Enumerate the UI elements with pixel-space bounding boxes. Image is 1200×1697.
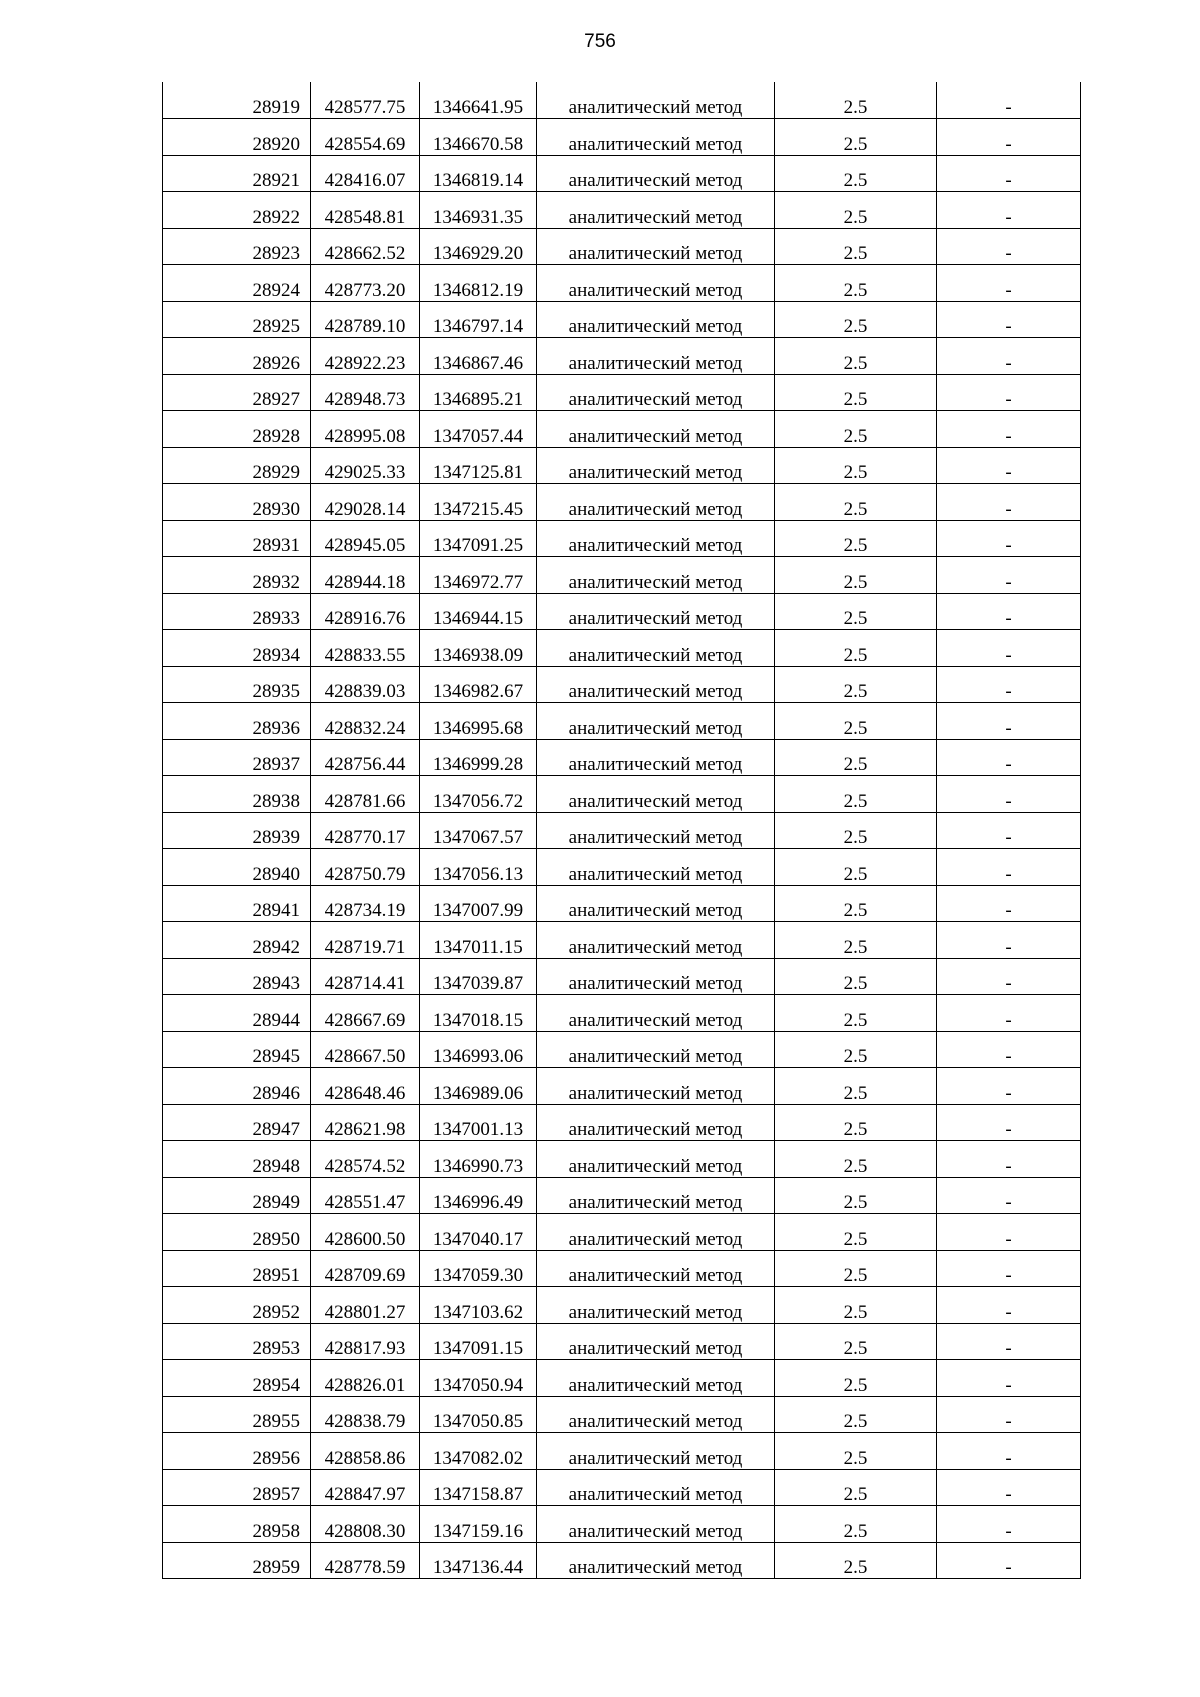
accuracy-cell: 2.5 <box>775 338 937 375</box>
x-coordinate-cell: 429025.33 <box>311 447 420 484</box>
method-cell: аналитический метод <box>537 776 775 813</box>
y-coordinate-cell: 1347056.13 <box>420 849 537 886</box>
y-coordinate-cell: 1347007.99 <box>420 885 537 922</box>
accuracy-cell: 2.5 <box>775 958 937 995</box>
table-row <box>163 630 1081 667</box>
y-coordinate-cell: 1347067.57 <box>420 812 537 849</box>
method-cell: аналитический метод <box>537 520 775 557</box>
method-cell: аналитический метод <box>537 338 775 375</box>
x-coordinate-cell: 428833.55 <box>311 630 420 667</box>
point-number-cell: 28954 <box>163 1360 311 1397</box>
point-number-cell: 28939 <box>163 812 311 849</box>
table-row <box>163 995 1081 1032</box>
note-cell: - <box>937 374 1081 411</box>
point-number-cell: 28938 <box>163 776 311 813</box>
point-number-cell: 28932 <box>163 557 311 594</box>
table-row <box>163 703 1081 740</box>
table-row <box>163 301 1081 338</box>
y-coordinate-cell: 1347091.15 <box>420 1323 537 1360</box>
note-cell: - <box>937 447 1081 484</box>
method-cell: аналитический метод <box>537 922 775 959</box>
y-coordinate-cell: 1346641.95 <box>420 82 537 119</box>
note-cell: - <box>937 1323 1081 1360</box>
x-coordinate-cell: 428574.52 <box>311 1141 420 1178</box>
accuracy-cell: 2.5 <box>775 1141 937 1178</box>
table-row <box>163 666 1081 703</box>
point-number-cell: 28920 <box>163 119 311 156</box>
table-row <box>163 1177 1081 1214</box>
point-number-cell: 28922 <box>163 192 311 229</box>
note-cell: - <box>937 1360 1081 1397</box>
method-cell: аналитический метод <box>537 1177 775 1214</box>
point-number-cell: 28933 <box>163 593 311 630</box>
y-coordinate-cell: 1347056.72 <box>420 776 537 813</box>
note-cell: - <box>937 520 1081 557</box>
x-coordinate-cell: 428945.05 <box>311 520 420 557</box>
method-cell: аналитический метод <box>537 1104 775 1141</box>
table-row <box>163 1214 1081 1251</box>
table-row <box>163 1542 1081 1579</box>
note-cell: - <box>937 1433 1081 1470</box>
table-row <box>163 447 1081 484</box>
method-cell: аналитический метод <box>537 82 775 119</box>
x-coordinate-cell: 428995.08 <box>311 411 420 448</box>
accuracy-cell: 2.5 <box>775 885 937 922</box>
point-number-cell: 28957 <box>163 1469 311 1506</box>
point-number-cell: 28956 <box>163 1433 311 1470</box>
point-number-cell: 28945 <box>163 1031 311 1068</box>
point-number-cell: 28926 <box>163 338 311 375</box>
table-row <box>163 885 1081 922</box>
note-cell: - <box>937 776 1081 813</box>
x-coordinate-cell: 428922.23 <box>311 338 420 375</box>
y-coordinate-cell: 1346993.06 <box>420 1031 537 1068</box>
accuracy-cell: 2.5 <box>775 192 937 229</box>
accuracy-cell: 2.5 <box>775 1250 937 1287</box>
accuracy-cell: 2.5 <box>775 666 937 703</box>
point-number-cell: 28927 <box>163 374 311 411</box>
point-number-cell: 28937 <box>163 739 311 776</box>
method-cell: аналитический метод <box>537 374 775 411</box>
point-number-cell: 28935 <box>163 666 311 703</box>
table-row <box>163 411 1081 448</box>
y-coordinate-cell: 1347050.85 <box>420 1396 537 1433</box>
note-cell: - <box>937 411 1081 448</box>
x-coordinate-cell: 428916.76 <box>311 593 420 630</box>
table-row <box>163 557 1081 594</box>
note-cell: - <box>937 228 1081 265</box>
x-coordinate-cell: 428801.27 <box>311 1287 420 1324</box>
point-number-cell: 28947 <box>163 1104 311 1141</box>
y-coordinate-cell: 1347091.25 <box>420 520 537 557</box>
accuracy-cell: 2.5 <box>775 1542 937 1579</box>
table-row <box>163 520 1081 557</box>
x-coordinate-cell: 428648.46 <box>311 1068 420 1105</box>
accuracy-cell: 2.5 <box>775 1360 937 1397</box>
x-coordinate-cell: 428817.93 <box>311 1323 420 1360</box>
x-coordinate-cell: 428839.03 <box>311 666 420 703</box>
point-number-cell: 28924 <box>163 265 311 302</box>
y-coordinate-cell: 1347001.13 <box>420 1104 537 1141</box>
method-cell: аналитический метод <box>537 593 775 630</box>
method-cell: аналитический метод <box>537 703 775 740</box>
accuracy-cell: 2.5 <box>775 1068 937 1105</box>
table-row <box>163 958 1081 995</box>
method-cell: аналитический метод <box>537 265 775 302</box>
method-cell: аналитический метод <box>537 228 775 265</box>
y-coordinate-cell: 1347103.62 <box>420 1287 537 1324</box>
y-coordinate-cell: 1347040.17 <box>420 1214 537 1251</box>
point-number-cell: 28941 <box>163 885 311 922</box>
method-cell: аналитический метод <box>537 1506 775 1543</box>
accuracy-cell: 2.5 <box>775 82 937 119</box>
method-cell: аналитический метод <box>537 1214 775 1251</box>
accuracy-cell: 2.5 <box>775 155 937 192</box>
method-cell: аналитический метод <box>537 630 775 667</box>
accuracy-cell: 2.5 <box>775 593 937 630</box>
y-coordinate-cell: 1346812.19 <box>420 265 537 302</box>
method-cell: аналитический метод <box>537 557 775 594</box>
note-cell: - <box>937 265 1081 302</box>
note-cell: - <box>937 958 1081 995</box>
x-coordinate-cell: 428750.79 <box>311 849 420 886</box>
method-cell: аналитический метод <box>537 119 775 156</box>
method-cell: аналитический метод <box>537 192 775 229</box>
point-number-cell: 28928 <box>163 411 311 448</box>
accuracy-cell: 2.5 <box>775 1323 937 1360</box>
table-row <box>163 228 1081 265</box>
x-coordinate-cell: 428714.41 <box>311 958 420 995</box>
table-row <box>163 338 1081 375</box>
accuracy-cell: 2.5 <box>775 119 937 156</box>
method-cell: аналитический метод <box>537 1360 775 1397</box>
y-coordinate-cell: 1347018.15 <box>420 995 537 1032</box>
x-coordinate-cell: 428781.66 <box>311 776 420 813</box>
note-cell: - <box>937 1104 1081 1141</box>
x-coordinate-cell: 428734.19 <box>311 885 420 922</box>
note-cell: - <box>937 995 1081 1032</box>
note-cell: - <box>937 1250 1081 1287</box>
accuracy-cell: 2.5 <box>775 995 937 1032</box>
x-coordinate-cell: 428551.47 <box>311 1177 420 1214</box>
method-cell: аналитический метод <box>537 666 775 703</box>
point-number-cell: 28929 <box>163 447 311 484</box>
x-coordinate-cell: 428778.59 <box>311 1542 420 1579</box>
note-cell: - <box>937 739 1081 776</box>
x-coordinate-cell: 428667.50 <box>311 1031 420 1068</box>
table-row <box>163 1396 1081 1433</box>
note-cell: - <box>937 666 1081 703</box>
x-coordinate-cell: 428826.01 <box>311 1360 420 1397</box>
point-number-cell: 28943 <box>163 958 311 995</box>
y-coordinate-cell: 1347059.30 <box>420 1250 537 1287</box>
note-cell: - <box>937 1287 1081 1324</box>
note-cell: - <box>937 1469 1081 1506</box>
y-coordinate-cell: 1347136.44 <box>420 1542 537 1579</box>
table-row <box>163 1469 1081 1506</box>
method-cell: аналитический метод <box>537 849 775 886</box>
method-cell: аналитический метод <box>537 1396 775 1433</box>
y-coordinate-cell: 1346797.14 <box>420 301 537 338</box>
y-coordinate-cell: 1346995.68 <box>420 703 537 740</box>
table-row <box>163 192 1081 229</box>
table-row <box>163 812 1081 849</box>
x-coordinate-cell: 428554.69 <box>311 119 420 156</box>
table-row <box>163 776 1081 813</box>
point-number-cell: 28951 <box>163 1250 311 1287</box>
point-number-cell: 28949 <box>163 1177 311 1214</box>
point-number-cell: 28931 <box>163 520 311 557</box>
y-coordinate-cell: 1346989.06 <box>420 1068 537 1105</box>
method-cell: аналитический метод <box>537 1250 775 1287</box>
point-number-cell: 28958 <box>163 1506 311 1543</box>
table-row <box>163 1323 1081 1360</box>
table-row <box>163 119 1081 156</box>
x-coordinate-cell: 428789.10 <box>311 301 420 338</box>
method-cell: аналитический метод <box>537 301 775 338</box>
table-row <box>163 922 1081 959</box>
x-coordinate-cell: 428548.81 <box>311 192 420 229</box>
x-coordinate-cell: 428773.20 <box>311 265 420 302</box>
accuracy-cell: 2.5 <box>775 520 937 557</box>
method-cell: аналитический метод <box>537 1068 775 1105</box>
accuracy-cell: 2.5 <box>775 374 937 411</box>
y-coordinate-cell: 1347011.15 <box>420 922 537 959</box>
x-coordinate-cell: 428808.30 <box>311 1506 420 1543</box>
table-row <box>163 82 1081 119</box>
y-coordinate-cell: 1347082.02 <box>420 1433 537 1470</box>
note-cell: - <box>937 557 1081 594</box>
note-cell: - <box>937 885 1081 922</box>
method-cell: аналитический метод <box>537 447 775 484</box>
point-number-cell: 28930 <box>163 484 311 521</box>
table-row <box>163 1068 1081 1105</box>
y-coordinate-cell: 1347158.87 <box>420 1469 537 1506</box>
point-number-cell: 28921 <box>163 155 311 192</box>
point-number-cell: 28955 <box>163 1396 311 1433</box>
accuracy-cell: 2.5 <box>775 1469 937 1506</box>
accuracy-cell: 2.5 <box>775 1104 937 1141</box>
x-coordinate-cell: 428667.69 <box>311 995 420 1032</box>
accuracy-cell: 2.5 <box>775 484 937 521</box>
accuracy-cell: 2.5 <box>775 1177 937 1214</box>
accuracy-cell: 2.5 <box>775 1287 937 1324</box>
table-row <box>163 849 1081 886</box>
coordinates-table <box>162 82 1081 1579</box>
accuracy-cell: 2.5 <box>775 265 937 302</box>
accuracy-cell: 2.5 <box>775 849 937 886</box>
point-number-cell: 28944 <box>163 995 311 1032</box>
note-cell: - <box>937 1396 1081 1433</box>
method-cell: аналитический метод <box>537 1433 775 1470</box>
note-cell: - <box>937 630 1081 667</box>
table-row <box>163 374 1081 411</box>
note-cell: - <box>937 484 1081 521</box>
note-cell: - <box>937 1214 1081 1251</box>
method-cell: аналитический метод <box>537 995 775 1032</box>
method-cell: аналитический метод <box>537 739 775 776</box>
point-number-cell: 28946 <box>163 1068 311 1105</box>
note-cell: - <box>937 812 1081 849</box>
method-cell: аналитический метод <box>537 411 775 448</box>
method-cell: аналитический метод <box>537 885 775 922</box>
accuracy-cell: 2.5 <box>775 812 937 849</box>
table-row <box>163 1506 1081 1543</box>
y-coordinate-cell: 1346895.21 <box>420 374 537 411</box>
note-cell: - <box>937 1141 1081 1178</box>
method-cell: аналитический метод <box>537 1542 775 1579</box>
note-cell: - <box>937 155 1081 192</box>
point-number-cell: 28950 <box>163 1214 311 1251</box>
note-cell: - <box>937 119 1081 156</box>
y-coordinate-cell: 1346867.46 <box>420 338 537 375</box>
x-coordinate-cell: 428719.71 <box>311 922 420 959</box>
table-row <box>163 1141 1081 1178</box>
x-coordinate-cell: 428709.69 <box>311 1250 420 1287</box>
point-number-cell: 28952 <box>163 1287 311 1324</box>
y-coordinate-cell: 1346999.28 <box>420 739 537 776</box>
table-row <box>163 1287 1081 1324</box>
method-cell: аналитический метод <box>537 1031 775 1068</box>
accuracy-cell: 2.5 <box>775 1031 937 1068</box>
method-cell: аналитический метод <box>537 812 775 849</box>
method-cell: аналитический метод <box>537 484 775 521</box>
accuracy-cell: 2.5 <box>775 1396 937 1433</box>
x-coordinate-cell: 428770.17 <box>311 812 420 849</box>
table-row <box>163 1031 1081 1068</box>
point-number-cell: 28925 <box>163 301 311 338</box>
accuracy-cell: 2.5 <box>775 1506 937 1543</box>
point-number-cell: 28953 <box>163 1323 311 1360</box>
method-cell: аналитический метод <box>537 1287 775 1324</box>
note-cell: - <box>937 1068 1081 1105</box>
y-coordinate-cell: 1346996.49 <box>420 1177 537 1214</box>
y-coordinate-cell: 1347057.44 <box>420 411 537 448</box>
accuracy-cell: 2.5 <box>775 1433 937 1470</box>
method-cell: аналитический метод <box>537 1141 775 1178</box>
y-coordinate-cell: 1346670.58 <box>420 119 537 156</box>
note-cell: - <box>937 703 1081 740</box>
accuracy-cell: 2.5 <box>775 630 937 667</box>
method-cell: аналитический метод <box>537 1323 775 1360</box>
x-coordinate-cell: 428577.75 <box>311 82 420 119</box>
table-row <box>163 1104 1081 1141</box>
table-row <box>163 1250 1081 1287</box>
x-coordinate-cell: 428756.44 <box>311 739 420 776</box>
accuracy-cell: 2.5 <box>775 922 937 959</box>
x-coordinate-cell: 428838.79 <box>311 1396 420 1433</box>
y-coordinate-cell: 1347159.16 <box>420 1506 537 1543</box>
note-cell: - <box>937 1031 1081 1068</box>
y-coordinate-cell: 1346931.35 <box>420 192 537 229</box>
accuracy-cell: 2.5 <box>775 301 937 338</box>
y-coordinate-cell: 1347125.81 <box>420 447 537 484</box>
x-coordinate-cell: 428832.24 <box>311 703 420 740</box>
y-coordinate-cell: 1346819.14 <box>420 155 537 192</box>
table-row <box>163 155 1081 192</box>
table-row <box>163 265 1081 302</box>
point-number-cell: 28923 <box>163 228 311 265</box>
table-row <box>163 1360 1081 1397</box>
point-number-cell: 28959 <box>163 1542 311 1579</box>
x-coordinate-cell: 428858.86 <box>311 1433 420 1470</box>
x-coordinate-cell: 428662.52 <box>311 228 420 265</box>
x-coordinate-cell: 428416.07 <box>311 155 420 192</box>
accuracy-cell: 2.5 <box>775 447 937 484</box>
point-number-cell: 28919 <box>163 82 311 119</box>
x-coordinate-cell: 429028.14 <box>311 484 420 521</box>
method-cell: аналитический метод <box>537 1469 775 1506</box>
accuracy-cell: 2.5 <box>775 557 937 594</box>
y-coordinate-cell: 1347050.94 <box>420 1360 537 1397</box>
point-number-cell: 28948 <box>163 1141 311 1178</box>
y-coordinate-cell: 1346929.20 <box>420 228 537 265</box>
page-number: 756 <box>584 31 616 52</box>
point-number-cell: 28934 <box>163 630 311 667</box>
y-coordinate-cell: 1347039.87 <box>420 958 537 995</box>
note-cell: - <box>937 192 1081 229</box>
point-number-cell: 28936 <box>163 703 311 740</box>
y-coordinate-cell: 1347215.45 <box>420 484 537 521</box>
point-number-cell: 28940 <box>163 849 311 886</box>
note-cell: - <box>937 338 1081 375</box>
note-cell: - <box>937 922 1081 959</box>
table-body <box>163 82 1081 1579</box>
note-cell: - <box>937 82 1081 119</box>
x-coordinate-cell: 428948.73 <box>311 374 420 411</box>
y-coordinate-cell: 1346982.67 <box>420 666 537 703</box>
x-coordinate-cell: 428847.97 <box>311 1469 420 1506</box>
y-coordinate-cell: 1346990.73 <box>420 1141 537 1178</box>
note-cell: - <box>937 1506 1081 1543</box>
point-number-cell: 28942 <box>163 922 311 959</box>
table-row <box>163 593 1081 630</box>
note-cell: - <box>937 1542 1081 1579</box>
note-cell: - <box>937 849 1081 886</box>
y-coordinate-cell: 1346938.09 <box>420 630 537 667</box>
note-cell: - <box>937 1177 1081 1214</box>
table-row <box>163 484 1081 521</box>
method-cell: аналитический метод <box>537 155 775 192</box>
method-cell: аналитический метод <box>537 958 775 995</box>
accuracy-cell: 2.5 <box>775 1214 937 1251</box>
x-coordinate-cell: 428944.18 <box>311 557 420 594</box>
x-coordinate-cell: 428600.50 <box>311 1214 420 1251</box>
note-cell: - <box>937 301 1081 338</box>
table-row <box>163 1433 1081 1470</box>
note-cell: - <box>937 593 1081 630</box>
table-row <box>163 739 1081 776</box>
accuracy-cell: 2.5 <box>775 228 937 265</box>
accuracy-cell: 2.5 <box>775 739 937 776</box>
accuracy-cell: 2.5 <box>775 703 937 740</box>
accuracy-cell: 2.5 <box>775 776 937 813</box>
y-coordinate-cell: 1346972.77 <box>420 557 537 594</box>
y-coordinate-cell: 1346944.15 <box>420 593 537 630</box>
x-coordinate-cell: 428621.98 <box>311 1104 420 1141</box>
accuracy-cell: 2.5 <box>775 411 937 448</box>
